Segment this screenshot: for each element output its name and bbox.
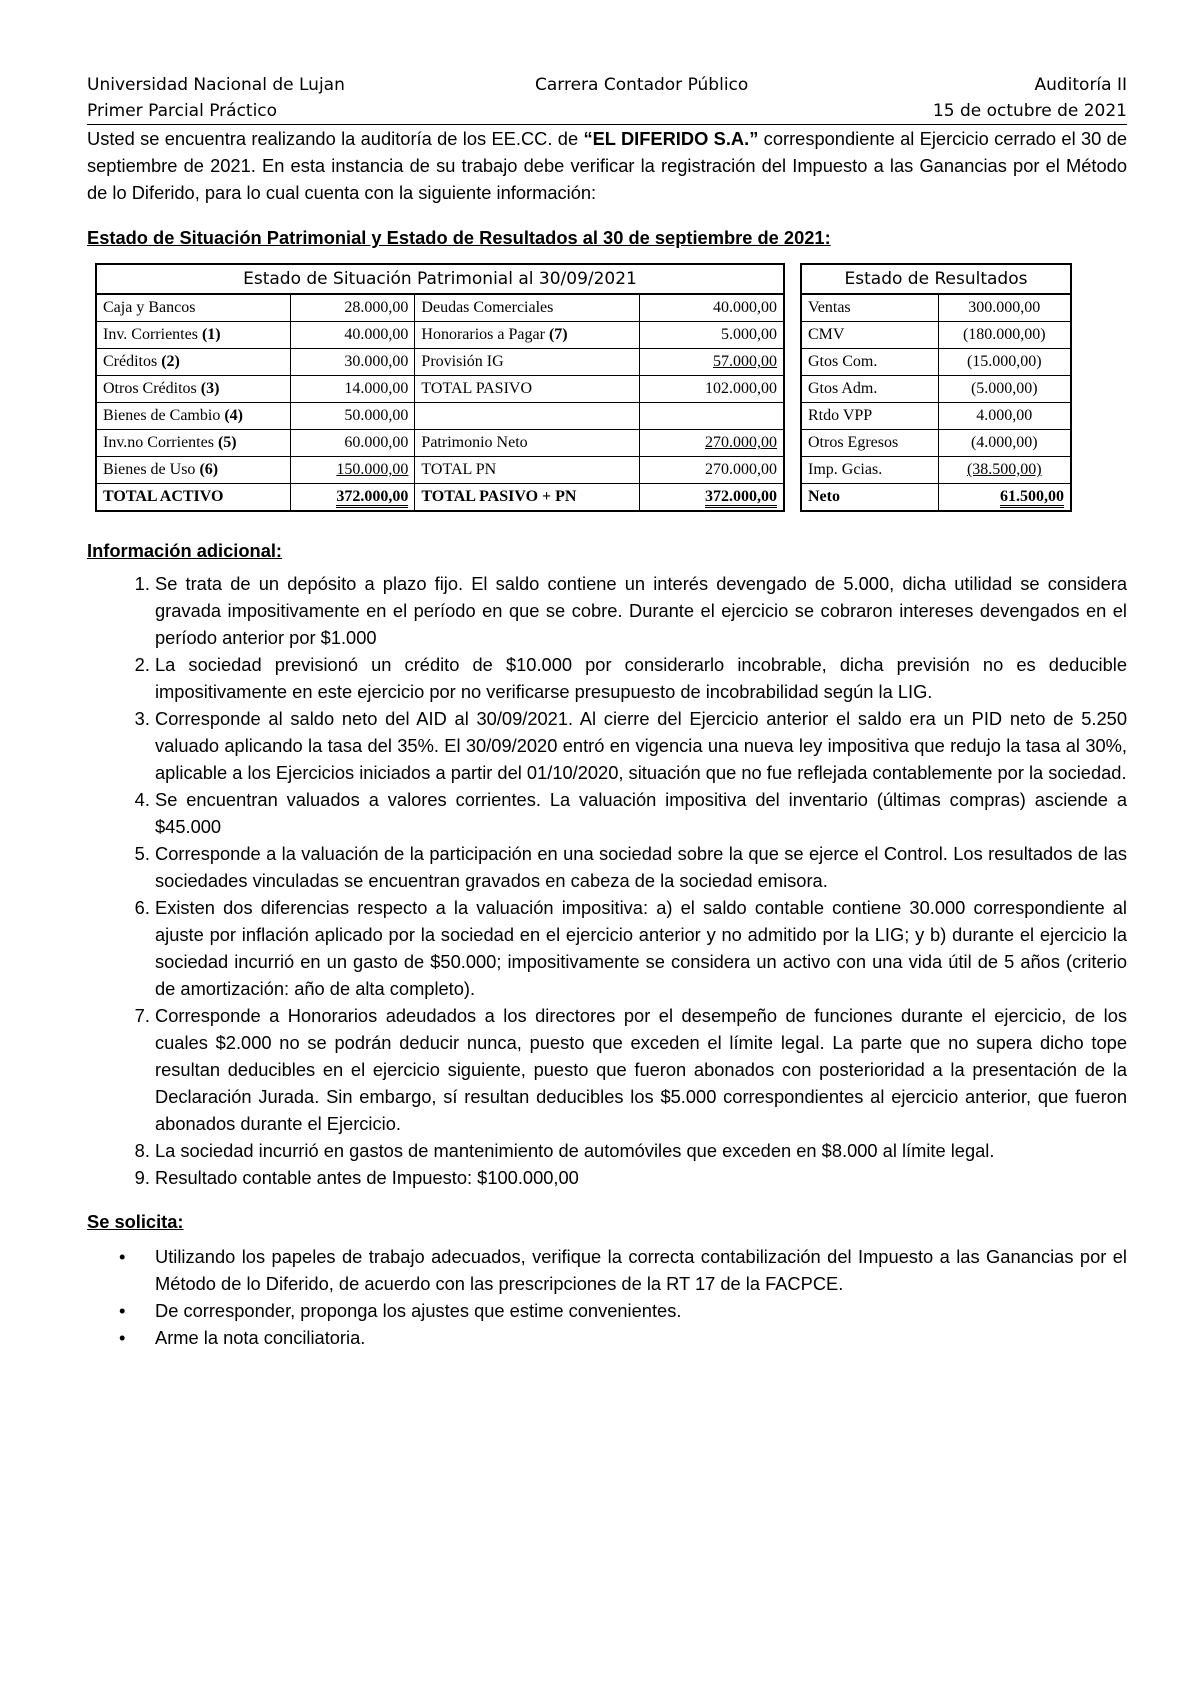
total-liabilities-equity-label: TOTAL PASIVO + PN [415, 484, 640, 512]
liability-value-cell [640, 403, 784, 430]
asset-value-cell [291, 403, 415, 430]
balance-sheet-row [96, 430, 784, 457]
liability-label: TOTAL PASIVO [421, 380, 533, 398]
course-name: Auditoría II [1034, 75, 1127, 95]
career-name: Carrera Contador Público [535, 75, 749, 95]
exam-page [87, 72, 1127, 1351]
liability-label: Patrimonio Neto [421, 434, 528, 452]
exam-name: Primer Parcial Práctico [87, 101, 278, 121]
additional-info-item: 5. Corresponde a la valuación de la participación en una sociedad sobre la que se ejerce el Control. Los resultados de las sociedades vinculadas se encuentran gravados en cabeza de la sociedad emisora. [155, 840, 1127, 894]
asset-label: Inv.no Corrientes [103, 434, 218, 452]
liability-value-cell [640, 294, 784, 322]
balance-sheet-row [96, 376, 784, 403]
asset-value: 150.000,00 [336, 461, 409, 479]
income-value: (15.000,00) [966, 353, 1042, 371]
income-value: 4.000,00 [976, 407, 1033, 425]
asset-label: Caja y Bancos [103, 299, 196, 317]
financial-statements [87, 263, 1127, 515]
liability-note-ref: (7) [548, 326, 568, 344]
income-statement-row [801, 403, 1071, 430]
asset-note-ref: (4) [224, 407, 243, 425]
liability-value: 40.000,00 [713, 299, 777, 317]
additional-info-item: 8. La sociedad incurrió en gastos de mantenimiento de automóviles que exceden en $8.000 al límite legal. [155, 1137, 1127, 1164]
asset-label-cell [96, 294, 291, 322]
asset-note-ref: (2) [161, 353, 180, 371]
liability-label-cell [415, 322, 640, 349]
company-name: “EL DIFERIDO S.A.” [583, 128, 759, 149]
liability-value-cell [640, 457, 784, 484]
asset-label: Inv. Corrientes [103, 326, 202, 344]
income-statement-row [801, 457, 1071, 484]
liability-label-cell [415, 457, 640, 484]
asset-label-cell [96, 430, 291, 457]
asset-label-cell [96, 322, 291, 349]
income-label: Rtdo VPP [801, 403, 938, 430]
asset-label-cell [96, 349, 291, 376]
net-income-value-cell [938, 484, 1071, 512]
liability-label-cell [415, 294, 640, 322]
bullet-icon: • [119, 1327, 126, 1349]
liability-label-cell [415, 430, 640, 457]
liability-value: 270.000,00 [705, 461, 777, 479]
net-income-value: 61.500,00 [1000, 488, 1064, 508]
additional-info-list [87, 570, 1127, 1191]
additional-info-item: 3. Corresponde al saldo neto del AID al 30/09/2021. Al cierre del Ejercicio anterior el saldo era un PID neto de 5.250 valuado aplicando la tasa del 35%. El 30/09/2020 entró en vigencia una nueva ley impositiva que redujo la tasa al 30%, aplicable a los Ejercicios iniciados a partir del 01/10/2020, situación que no fue reflejada contablemente por la sociedad. [155, 705, 1127, 786]
net-income-label: Neto [801, 484, 938, 512]
asset-value: 50.000,00 [344, 407, 409, 425]
balance-sheet-row [96, 403, 784, 430]
income-value-cell [938, 457, 1071, 484]
asset-value-cell [291, 349, 415, 376]
income-statement-row [801, 322, 1071, 349]
income-value-cell [938, 430, 1071, 457]
income-statement-table [800, 263, 1072, 512]
liability-label: Honorarios a Pagar [421, 326, 549, 344]
header-row-1 [87, 72, 1127, 98]
asset-value-cell [291, 322, 415, 349]
intro-part-1: Usted se encuentra realizando la auditoría de los EE.CC. de [87, 128, 584, 149]
balance-sheet-row [96, 457, 784, 484]
income-label: Ventas [801, 294, 938, 322]
university-name: Universidad Nacional de Lujan [87, 75, 345, 95]
bullet-icon: • [119, 1300, 126, 1322]
liability-value: 270.000,00 [705, 434, 777, 452]
statements-title: Estado de Situación Patrimonial y Estado de Resultados al 30 de septiembre de 2021: [87, 227, 831, 249]
asset-value: 28.000,00 [344, 299, 409, 317]
income-statement-row [801, 294, 1071, 322]
additional-info-item: 7. Corresponde a Honorarios adeudados a los directores por el desempeño de funciones durante el ejercicio, de los cuales $2.000 no se podrán deducir nunca, puesto que exceden el límite legal. La parte que no supera dicho tope resultan deducibles en el ejercicio siguiente, puesto que fueron abonados con posterioridad a la presentación de la Declaración Jurada. Sin embargo, sí resultan deducibles los $5.000 correspondientes al ejercicio anterior, que fueron abonados durante el Ejercicio. [155, 1002, 1127, 1137]
asset-value-cell [291, 294, 415, 322]
income-label: CMV [801, 322, 938, 349]
income-statement-row [801, 430, 1071, 457]
income-value-cell [938, 322, 1071, 349]
income-label: Imp. Gcias. [801, 457, 938, 484]
additional-info-title: Información adicional: [87, 540, 283, 562]
liability-value-cell [640, 376, 784, 403]
asset-label-cell [96, 376, 291, 403]
balance-sheet-row [96, 322, 784, 349]
income-value: (38.500,00) [966, 461, 1042, 479]
liability-value: 57.000,00 [713, 353, 777, 371]
requested-item-text: Utilizando los papeles de trabajo adecuados, verifique la correcta contabilización del Impuesto a las Ganancias por el Método de lo Diferido, de acuerdo con las prescripciones de la RT 17 de la FACPCE. [155, 1246, 1127, 1295]
liability-label: Deudas Comerciales [421, 299, 554, 317]
income-value-cell [938, 376, 1071, 403]
income-label: Gtos Adm. [801, 376, 938, 403]
asset-value-cell [291, 457, 415, 484]
asset-note-ref: (3) [200, 380, 220, 398]
income-value: (180.000,00) [962, 326, 1046, 344]
liability-label-cell [415, 376, 640, 403]
asset-value-cell [291, 376, 415, 403]
total-liabilities-equity-value-cell [640, 484, 784, 512]
balance-sheet-title: Estado de Situación Patrimonial al 30/09/2021 [96, 264, 784, 294]
asset-label: Créditos [103, 353, 162, 371]
asset-value: 30.000,00 [344, 353, 409, 371]
asset-value: 60.000,00 [344, 434, 409, 452]
income-value: (4.000,00) [970, 434, 1038, 452]
header-row-2 [87, 98, 1127, 125]
requested-item [119, 1243, 1127, 1297]
intro-part-2: correspondiente al Ejercicio cerrado el 30 de septiembre de 2021. En esta instancia de su trabajo debe verificar la registración del Impuesto a las Ganancias por el Método de lo Diferido, para lo cual cuenta con la siguiente información: [87, 128, 1127, 203]
requested-item [119, 1324, 1127, 1351]
income-value-cell [938, 349, 1071, 376]
asset-label: Otros Créditos [103, 380, 201, 398]
additional-info-item: 1. Se trata de un depósito a plazo fijo. El saldo contiene un interés devengado de 5.000, dicha utilidad se considera gravada impositivamente en el período en que se cobre. Durante el ejercicio se cobraron intereses devengados en el período anterior por $1.000 [155, 570, 1127, 651]
income-value-cell [938, 294, 1071, 322]
liability-label: TOTAL PN [421, 461, 497, 479]
requested-item-text: Arme la nota conciliatoria. [155, 1327, 366, 1349]
income-label: Otros Egresos [801, 430, 938, 457]
exam-date: 15 de octubre de 2021 [932, 101, 1127, 121]
requested-title: Se solicita: [87, 1211, 184, 1233]
balance-sheet-table [95, 263, 785, 512]
income-value-cell [938, 403, 1071, 430]
requested-item [119, 1297, 1127, 1324]
income-value: (5.000,00) [970, 380, 1038, 398]
liability-value: 102.000,00 [705, 380, 777, 398]
balance-sheet-body [96, 294, 784, 511]
liability-value-cell [640, 349, 784, 376]
total-assets-value: 372.000,00 [336, 488, 408, 508]
liability-value-cell [640, 322, 784, 349]
balance-sheet-total-row [96, 484, 784, 512]
asset-value: 40.000,00 [344, 326, 409, 344]
additional-info-item: 6. Existen dos diferencias respecto a la valuación impositiva: a) el saldo contable contiene 30.000 correspondiente al ajuste por inflación aplicado por la sociedad en el ejercicio anterior y no admitido por la LIG; y b) durante el ejercicio la sociedad incurrió en un gasto de $50.000; impositivamente se considera un activo con una vida útil de 5 años (criterio de amortización: año de alta completo). [155, 894, 1127, 1002]
asset-label: Bienes de Cambio [103, 407, 225, 425]
income-label: Gtos Com. [801, 349, 938, 376]
liability-value: 5.000,00 [721, 326, 777, 344]
income-statement-row [801, 376, 1071, 403]
balance-sheet-row [96, 349, 784, 376]
total-liabilities-equity-value: 372.000,00 [705, 488, 777, 508]
income-value: 300.000,00 [968, 299, 1041, 317]
asset-note-ref: (1) [201, 326, 221, 344]
income-statement-body [801, 294, 1071, 511]
total-assets-label: TOTAL ACTIVO [96, 484, 291, 512]
income-statement-row [801, 349, 1071, 376]
additional-info-item: 4. Se encuentran valuados a valores corrientes. La valuación impositiva del inventario (últimas compras) asciende a $45.000 [155, 786, 1127, 840]
liability-value-cell [640, 430, 784, 457]
asset-note-ref: (5) [217, 434, 237, 452]
asset-label-cell [96, 403, 291, 430]
additional-info-item: 2. La sociedad previsionó un crédito de $10.000 por considerarlo incobrable, dicha previsión no es deducible impositivamente en este ejercicio por no verificarse presupuesto de incobrabilidad según la LIG. [155, 651, 1127, 705]
liability-label: Provisión IG [421, 353, 504, 371]
asset-label-cell [96, 457, 291, 484]
asset-label: Bienes de Uso [103, 461, 200, 479]
requested-list [87, 1243, 1127, 1351]
liability-label-cell [415, 403, 640, 430]
income-statement-total-row [801, 484, 1071, 512]
asset-note-ref: (6) [199, 461, 219, 479]
requested-item-text: De corresponder, proponga los ajustes que estime convenientes. [155, 1300, 682, 1322]
asset-value: 14.000,00 [344, 380, 409, 398]
total-assets-value-cell [291, 484, 415, 512]
additional-info-item: 9. Resultado contable antes de Impuesto: $100.000,00 [155, 1164, 1127, 1191]
income-statement-title: Estado de Resultados [801, 264, 1071, 294]
asset-value-cell [291, 430, 415, 457]
balance-sheet-row [96, 294, 784, 322]
liability-label-cell [415, 349, 640, 376]
bullet-icon: • [119, 1246, 126, 1268]
intro-paragraph [87, 125, 1127, 206]
